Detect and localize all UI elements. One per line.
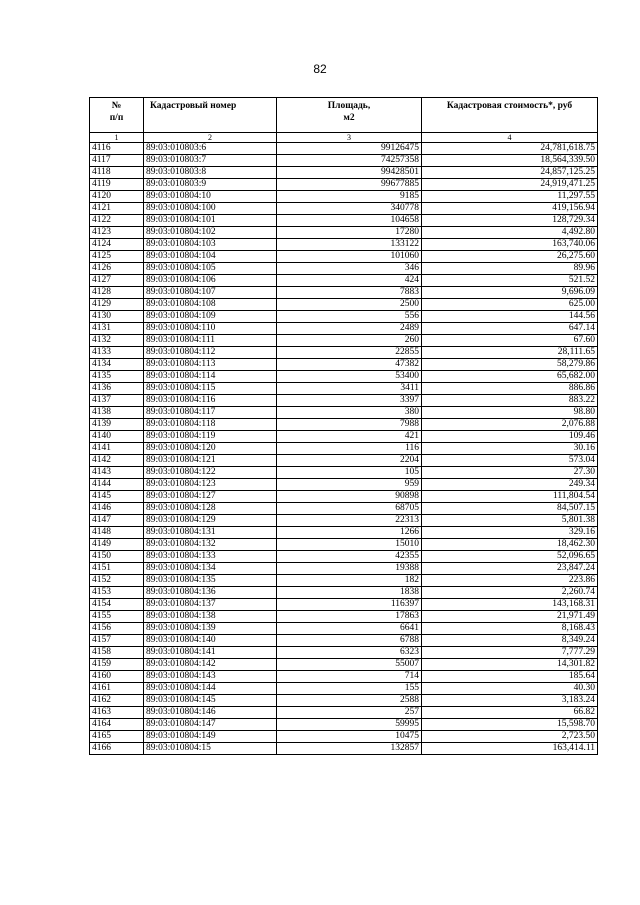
cadastral-cost-cell: 625.00 [422,299,598,311]
row-number-cell: 4164 [90,719,144,731]
row-number-cell: 4136 [90,383,144,395]
area-cell: 99428501 [277,167,422,179]
area-cell: 155 [277,683,422,695]
row-number-cell: 4124 [90,239,144,251]
area-cell: 116397 [277,599,422,611]
cadastral-number-cell: 89:03:010804:116 [144,395,277,407]
area-cell: 10475 [277,731,422,743]
row-number-cell: 4137 [90,395,144,407]
table-row [90,179,598,191]
area-cell: 59995 [277,719,422,731]
row-number-cell: 4152 [90,575,144,587]
cadastral-number-cell: 89:03:010804:144 [144,683,277,695]
area-cell: 260 [277,335,422,347]
column-number: 3 [277,133,422,143]
cadastral-cost-cell: 58,279.86 [422,359,598,371]
table-row [90,563,598,575]
area-cell: 9185 [277,191,422,203]
area-cell: 17863 [277,611,422,623]
cadastral-number-cell: 89:03:010804:146 [144,707,277,719]
cadastral-cost-cell: 9,696.09 [422,287,598,299]
table-row [90,683,598,695]
area-cell: 90898 [277,491,422,503]
row-number-cell: 4122 [90,215,144,227]
row-number-cell: 4119 [90,179,144,191]
page-number: 82 [313,62,327,76]
table-row [90,611,598,623]
row-number-cell: 4142 [90,455,144,467]
row-number-cell: 4155 [90,611,144,623]
cadastral-number-cell: 89:03:010804:141 [144,647,277,659]
table-row [90,539,598,551]
table-row [90,467,598,479]
area-cell: 6641 [277,623,422,635]
table-row [90,287,598,299]
cadastral-number-cell: 89:03:010804:139 [144,623,277,635]
cadastral-cost-cell: 249.34 [422,479,598,491]
table-row [90,251,598,263]
cadastral-cost-cell: 143,168.31 [422,599,598,611]
cadastral-table [89,97,598,755]
area-cell: 6323 [277,647,422,659]
table-row [90,503,598,515]
cadastral-number-cell: 89:03:010804:10 [144,191,277,203]
row-number-cell: 4154 [90,599,144,611]
table-body [90,143,598,755]
area-cell: 2204 [277,455,422,467]
row-number-cell: 4159 [90,659,144,671]
row-number-cell: 4133 [90,347,144,359]
row-number-cell: 4135 [90,371,144,383]
cadastral-cost-cell: 8,168.43 [422,623,598,635]
cadastral-number-cell: 89:03:010804:15 [144,743,277,755]
row-number-cell: 4157 [90,635,144,647]
row-number-cell: 4146 [90,503,144,515]
area-cell: 340778 [277,203,422,215]
cadastral-cost-cell: 26,275.60 [422,251,598,263]
table-row [90,587,598,599]
table-row [90,335,598,347]
table-row [90,599,598,611]
row-number-cell: 4161 [90,683,144,695]
cadastral-cost-cell: 11,297.55 [422,191,598,203]
area-cell: 6788 [277,635,422,647]
cadastral-cost-cell: 163,414.11 [422,743,598,755]
cadastral-cost-cell: 329.16 [422,527,598,539]
table-row [90,407,598,419]
area-cell: 15010 [277,539,422,551]
area-cell: 2500 [277,299,422,311]
table-row [90,239,598,251]
table-row [90,347,598,359]
cadastral-number-cell: 89:03:010803:9 [144,179,277,191]
row-number-cell: 4116 [90,143,144,155]
cadastral-cost-cell: 84,507.15 [422,503,598,515]
cadastral-cost-cell: 14,301.82 [422,659,598,671]
cadastral-cost-cell: 21,971.49 [422,611,598,623]
cadastral-number-cell: 89:03:010804:127 [144,491,277,503]
row-number-cell: 4128 [90,287,144,299]
row-number-cell: 4117 [90,155,144,167]
cadastral-number-cell: 89:03:010804:131 [144,527,277,539]
header-cadastral-number: Кадастровый номер [144,98,277,133]
cadastral-number-cell: 89:03:010804:115 [144,383,277,395]
cadastral-cost-cell: 128,729.34 [422,215,598,227]
table-row [90,371,598,383]
row-number-cell: 4163 [90,707,144,719]
cadastral-cost-cell: 4,492.80 [422,227,598,239]
table-row [90,623,598,635]
table-row [90,455,598,467]
cadastral-cost-cell: 144.56 [422,311,598,323]
cadastral-cost-cell: 18,564,339.50 [422,155,598,167]
cadastral-cost-cell: 27.30 [422,467,598,479]
area-cell: 380 [277,407,422,419]
area-cell: 104658 [277,215,422,227]
cadastral-cost-cell: 647.14 [422,323,598,335]
table-row [90,299,598,311]
row-number-cell: 4125 [90,251,144,263]
cadastral-number-cell: 89:03:010804:105 [144,263,277,275]
cadastral-cost-cell: 2,076.88 [422,419,598,431]
area-cell: 2588 [277,695,422,707]
cadastral-number-cell: 89:03:010804:113 [144,359,277,371]
table-row [90,215,598,227]
row-number-cell: 4126 [90,263,144,275]
row-number-cell: 4147 [90,515,144,527]
cadastral-number-cell: 89:03:010804:101 [144,215,277,227]
table-row [90,491,598,503]
area-cell: 3397 [277,395,422,407]
cadastral-cost-cell: 40.30 [422,683,598,695]
cadastral-number-cell: 89:03:010804:147 [144,719,277,731]
row-number-cell: 4148 [90,527,144,539]
row-number-cell: 4123 [90,227,144,239]
cadastral-cost-cell: 2,723.50 [422,731,598,743]
column-number: 4 [422,133,598,143]
cadastral-number-cell: 89:03:010804:100 [144,203,277,215]
area-cell: 53400 [277,371,422,383]
table-row [90,431,598,443]
table-row [90,311,598,323]
cadastral-cost-cell: 24,919,471.25 [422,179,598,191]
area-cell: 68705 [277,503,422,515]
cadastral-cost-cell: 8,349.24 [422,635,598,647]
header-cadastral-cost: Кадастровая стоимость*, руб [422,98,598,133]
cadastral-number-cell: 89:03:010804:128 [144,503,277,515]
cadastral-number-cell: 89:03:010804:140 [144,635,277,647]
area-cell: 132857 [277,743,422,755]
cadastral-cost-cell: 886.86 [422,383,598,395]
cadastral-cost-cell: 109.46 [422,431,598,443]
area-cell: 101060 [277,251,422,263]
row-number-cell: 4118 [90,167,144,179]
table-row [90,227,598,239]
cadastral-cost-cell: 2,260.74 [422,587,598,599]
table-row [90,647,598,659]
cadastral-number-cell: 89:03:010804:137 [144,599,277,611]
area-cell: 42355 [277,551,422,563]
row-number-cell: 4121 [90,203,144,215]
area-cell: 7883 [277,287,422,299]
cadastral-cost-cell: 66.82 [422,707,598,719]
row-number-cell: 4140 [90,431,144,443]
cadastral-cost-cell: 419,156.94 [422,203,598,215]
column-number: 2 [144,133,277,143]
table-row [90,395,598,407]
area-cell: 2489 [277,323,422,335]
area-cell: 17280 [277,227,422,239]
cadastral-cost-cell: 5,801.38 [422,515,598,527]
header-row-number: № п/п [90,98,144,133]
row-number-cell: 4151 [90,563,144,575]
area-cell: 182 [277,575,422,587]
row-number-cell: 4144 [90,479,144,491]
cadastral-number-cell: 89:03:010803:8 [144,167,277,179]
table-row [90,731,598,743]
cadastral-number-cell: 89:03:010804:145 [144,695,277,707]
cadastral-number-cell: 89:03:010804:117 [144,407,277,419]
row-number-cell: 4141 [90,443,144,455]
cadastral-number-cell: 89:03:010804:143 [144,671,277,683]
area-cell: 3411 [277,383,422,395]
column-number: 1 [90,133,144,143]
table-row [90,263,598,275]
cadastral-number-cell: 89:03:010804:114 [144,371,277,383]
cadastral-number-cell: 89:03:010804:111 [144,335,277,347]
table-row [90,167,598,179]
cadastral-cost-cell: 163,740.06 [422,239,598,251]
area-cell: 421 [277,431,422,443]
row-number-cell: 4132 [90,335,144,347]
cadastral-number-cell: 89:03:010804:106 [144,275,277,287]
table-row [90,707,598,719]
cadastral-number-cell: 89:03:010804:118 [144,419,277,431]
cadastral-cost-cell: 52,096.65 [422,551,598,563]
cadastral-number-cell: 89:03:010804:129 [144,515,277,527]
cadastral-number-cell: 89:03:010804:149 [144,731,277,743]
cadastral-cost-cell: 185.64 [422,671,598,683]
cadastral-number-cell: 89:03:010804:123 [144,479,277,491]
cadastral-number-cell: 89:03:010804:120 [144,443,277,455]
row-number-cell: 4150 [90,551,144,563]
area-cell: 19388 [277,563,422,575]
cadastral-cost-cell: 23,847.24 [422,563,598,575]
table-row [90,479,598,491]
cadastral-number-cell: 89:03:010803:7 [144,155,277,167]
table-row [90,359,598,371]
row-number-cell: 4160 [90,671,144,683]
table-row [90,743,598,755]
area-cell: 1266 [277,527,422,539]
cadastral-cost-cell: 28,111.65 [422,347,598,359]
row-number-cell: 4129 [90,299,144,311]
area-cell: 1838 [277,587,422,599]
table-header-row [90,98,598,133]
cadastral-cost-cell: 18,462.30 [422,539,598,551]
table-row [90,323,598,335]
cadastral-cost-cell: 223.86 [422,575,598,587]
row-number-cell: 4165 [90,731,144,743]
area-cell: 7988 [277,419,422,431]
cadastral-number-cell: 89:03:010804:133 [144,551,277,563]
row-number-cell: 4138 [90,407,144,419]
row-number-cell: 4149 [90,539,144,551]
table-row [90,635,598,647]
area-cell: 47382 [277,359,422,371]
area-cell: 346 [277,263,422,275]
area-cell: 99126475 [277,143,422,155]
cadastral-number-cell: 89:03:010804:121 [144,455,277,467]
table-row [90,275,598,287]
table-row [90,527,598,539]
row-number-cell: 4143 [90,467,144,479]
cadastral-cost-cell: 67.60 [422,335,598,347]
table-row [90,155,598,167]
area-cell: 22855 [277,347,422,359]
area-cell: 22313 [277,515,422,527]
cadastral-cost-cell: 98.80 [422,407,598,419]
cadastral-cost-cell: 24,857,125.25 [422,167,598,179]
row-number-cell: 4153 [90,587,144,599]
cadastral-cost-cell: 15,598.70 [422,719,598,731]
cadastral-number-cell: 89:03:010804:102 [144,227,277,239]
cadastral-number-cell: 89:03:010804:112 [144,347,277,359]
row-number-cell: 4130 [90,311,144,323]
area-cell: 116 [277,443,422,455]
table-row [90,191,598,203]
table-row [90,443,598,455]
cadastral-number-cell: 89:03:010804:110 [144,323,277,335]
cadastral-cost-cell: 30.16 [422,443,598,455]
cadastral-cost-cell: 883.22 [422,395,598,407]
row-number-cell: 4162 [90,695,144,707]
cadastral-cost-cell: 3,183.24 [422,695,598,707]
row-number-cell: 4145 [90,491,144,503]
area-cell: 959 [277,479,422,491]
cadastral-number-cell: 89:03:010804:134 [144,563,277,575]
cadastral-cost-cell: 65,682.00 [422,371,598,383]
row-number-cell: 4131 [90,323,144,335]
cadastral-number-cell: 89:03:010804:135 [144,575,277,587]
cadastral-number-cell: 89:03:010803:6 [144,143,277,155]
table-row [90,659,598,671]
cadastral-number-cell: 89:03:010804:119 [144,431,277,443]
cadastral-cost-cell: 573.04 [422,455,598,467]
table-row [90,719,598,731]
row-number-cell: 4166 [90,743,144,755]
header-area: Площадь, м2 [277,98,422,133]
table-row [90,419,598,431]
cadastral-number-cell: 89:03:010804:132 [144,539,277,551]
table-row [90,671,598,683]
area-cell: 133122 [277,239,422,251]
cadastral-number-cell: 89:03:010804:142 [144,659,277,671]
area-cell: 714 [277,671,422,683]
cadastral-number-cell: 89:03:010804:138 [144,611,277,623]
area-cell: 556 [277,311,422,323]
table-row [90,515,598,527]
cadastral-number-cell: 89:03:010804:136 [144,587,277,599]
cadastral-number-cell: 89:03:010804:108 [144,299,277,311]
row-number-cell: 4127 [90,275,144,287]
table-row [90,203,598,215]
cadastral-number-cell: 89:03:010804:103 [144,239,277,251]
cadastral-number-cell: 89:03:010804:122 [144,467,277,479]
row-number-cell: 4139 [90,419,144,431]
row-number-cell: 4156 [90,623,144,635]
cadastral-cost-cell: 24,781,618.75 [422,143,598,155]
cadastral-number-cell: 89:03:010804:109 [144,311,277,323]
row-number-cell: 4120 [90,191,144,203]
table-row [90,695,598,707]
area-cell: 99677885 [277,179,422,191]
area-cell: 424 [277,275,422,287]
area-cell: 105 [277,467,422,479]
cadastral-cost-cell: 89.96 [422,263,598,275]
area-cell: 55007 [277,659,422,671]
cadastral-cost-cell: 7,777.29 [422,647,598,659]
cadastral-cost-cell: 521.52 [422,275,598,287]
cadastral-number-cell: 89:03:010804:104 [144,251,277,263]
row-number-cell: 4158 [90,647,144,659]
area-cell: 74257358 [277,155,422,167]
area-cell: 257 [277,707,422,719]
table-row [90,575,598,587]
table-row [90,551,598,563]
column-numbers-row [90,133,598,143]
cadastral-cost-cell: 111,804.54 [422,491,598,503]
table-row [90,383,598,395]
table-row [90,143,598,155]
row-number-cell: 4134 [90,359,144,371]
cadastral-number-cell: 89:03:010804:107 [144,287,277,299]
